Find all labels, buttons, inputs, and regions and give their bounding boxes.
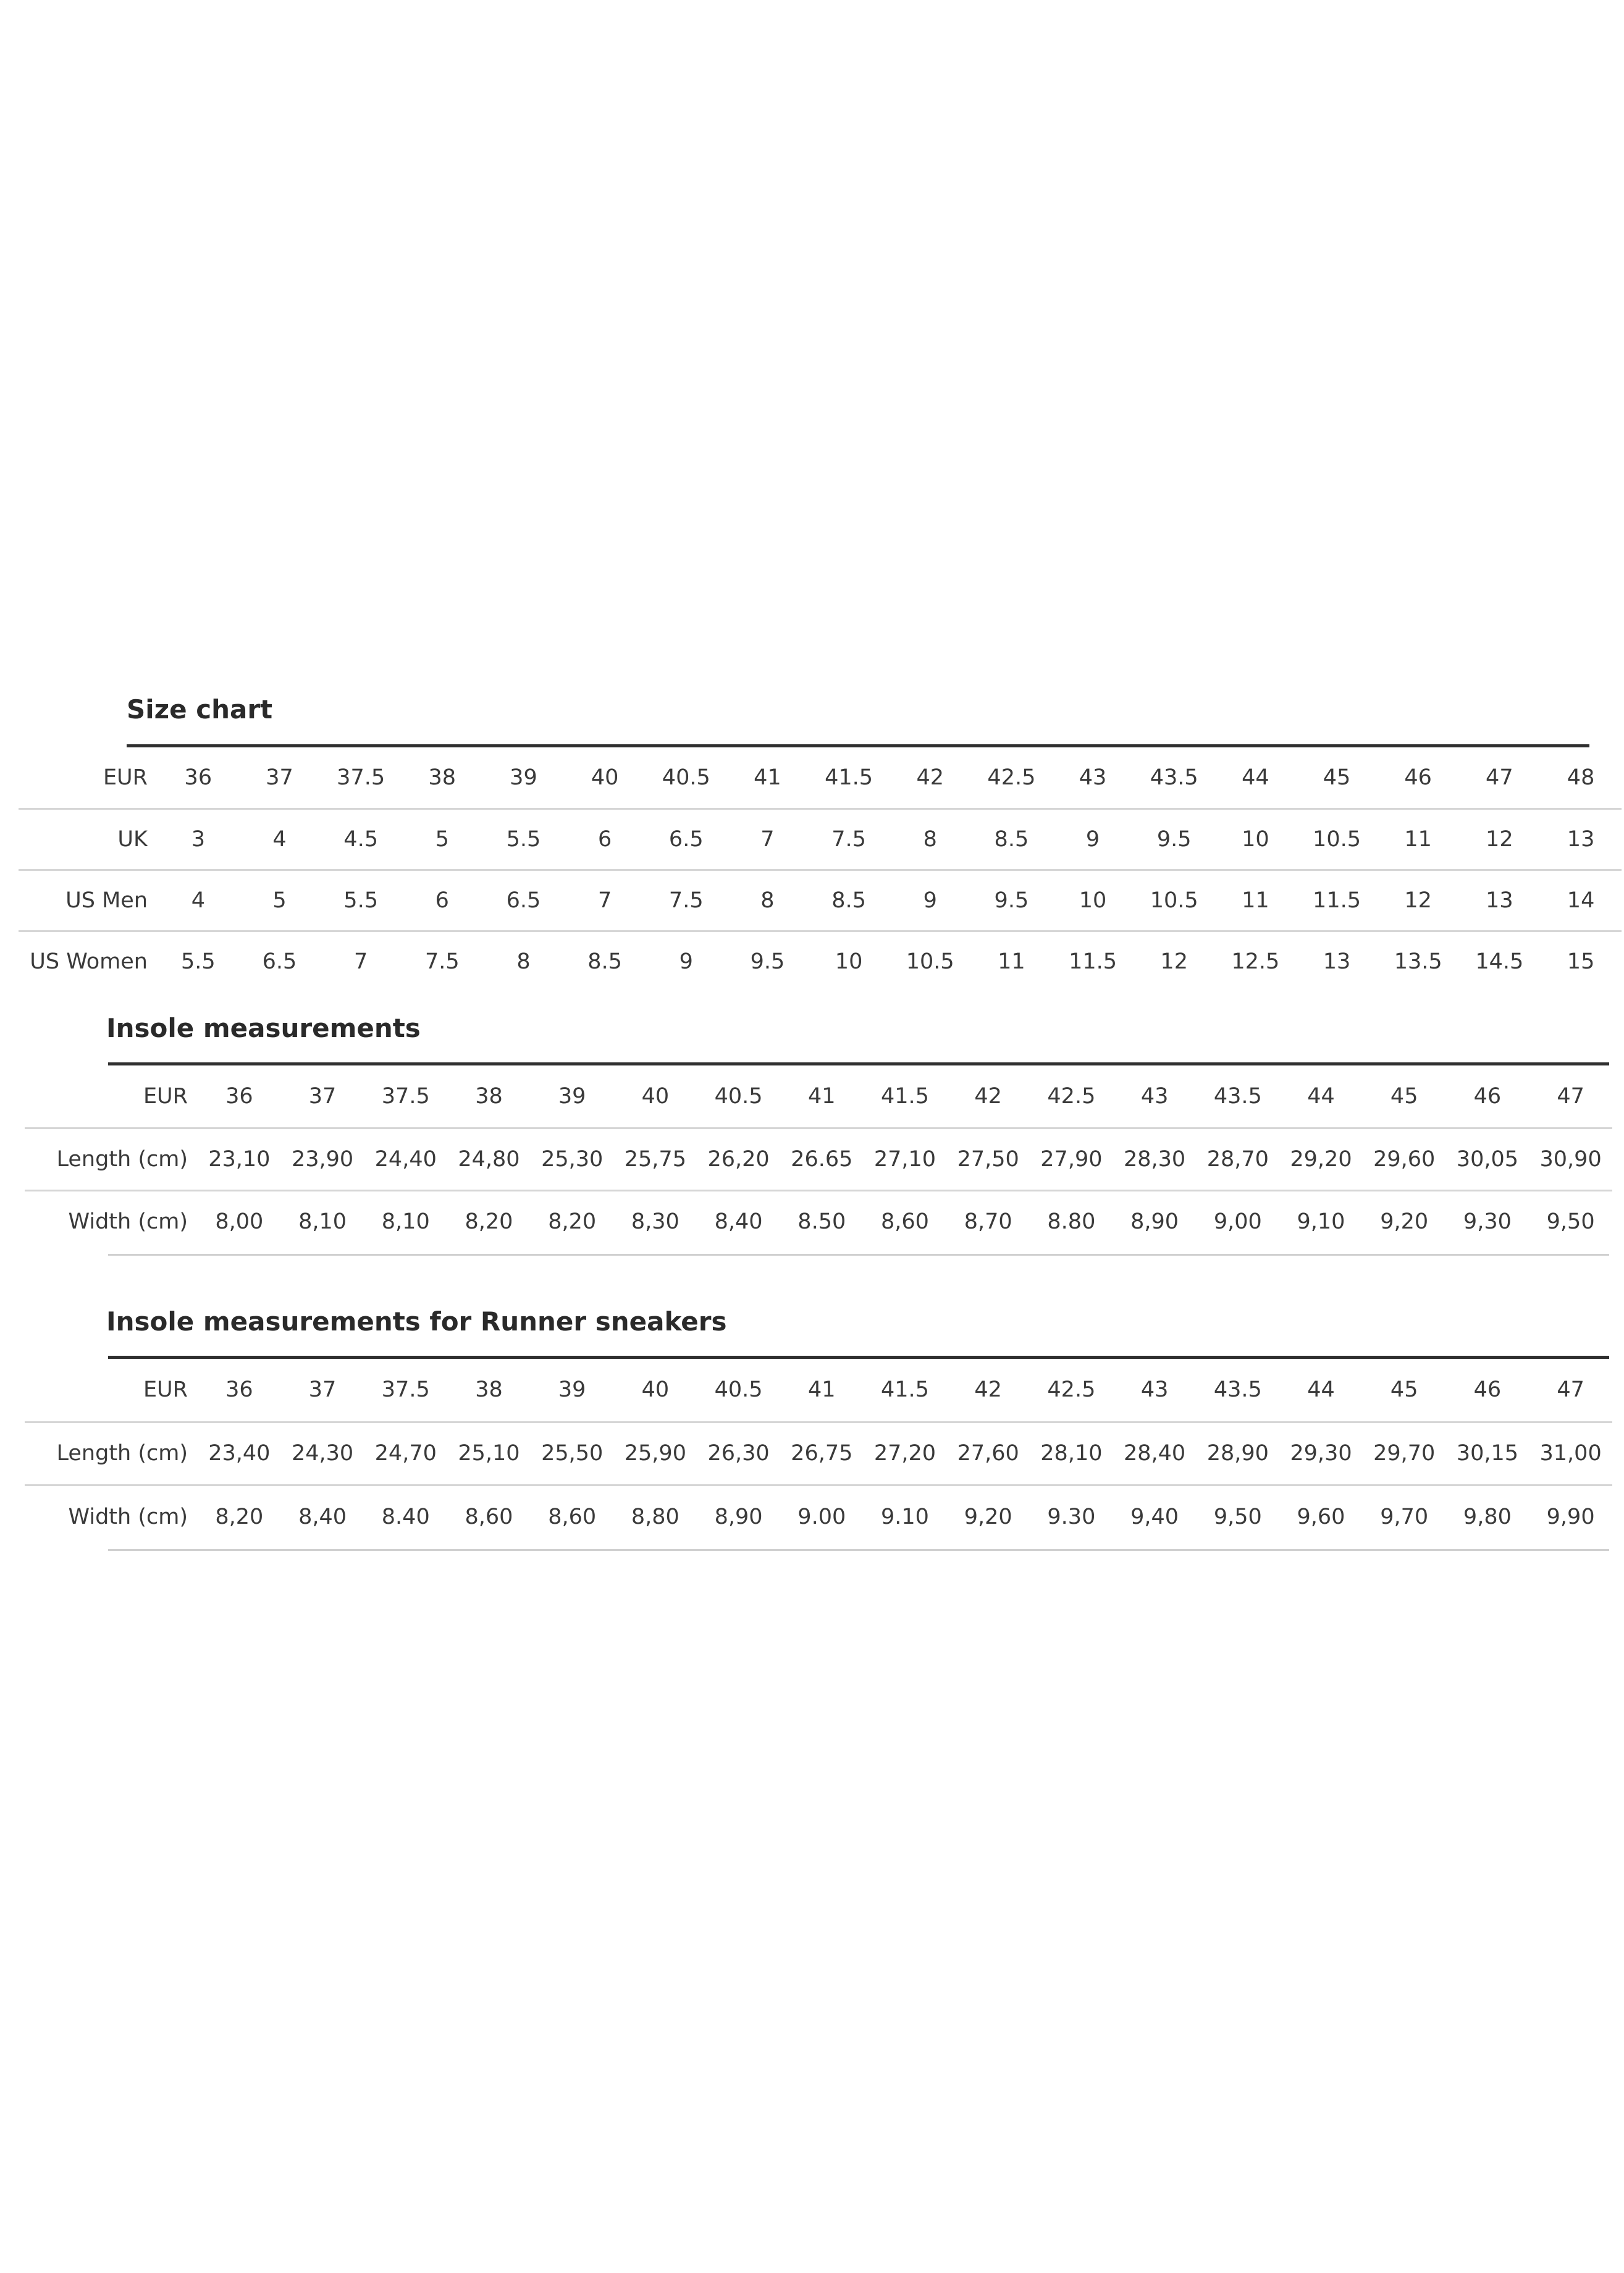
table-cell: 25,10: [447, 1422, 531, 1485]
table-row: [25, 1190, 1612, 1253]
insole-measurements-table: [25, 1065, 1612, 1253]
table-cell: 13: [1323, 949, 1351, 975]
table-cell: 9.5: [1134, 809, 1215, 870]
table-cell: 9.5: [750, 949, 785, 975]
table-cell: 42.5: [971, 747, 1053, 809]
insole-measurements-title: Insole measurements: [106, 1013, 421, 1043]
table-cell: 36: [198, 1359, 281, 1422]
table-cell: 8,90: [714, 1504, 763, 1529]
table-cell: 37.5: [364, 1065, 447, 1128]
table-cell: 6.5: [262, 949, 297, 975]
table-cell: 9,20: [964, 1504, 1012, 1529]
table-cell: 23,40: [198, 1422, 281, 1485]
table-cell: 47: [1529, 1359, 1612, 1422]
table-cell: 27,60: [946, 1422, 1030, 1485]
table-cell: 28,30: [1113, 1128, 1197, 1190]
table-cell: 13: [1459, 870, 1541, 931]
table-cell: 10.5: [1134, 870, 1215, 931]
table-cell: 9.5: [971, 870, 1053, 931]
table-cell: 5.5: [483, 809, 565, 870]
table-cell: 36: [198, 1065, 281, 1128]
table-cell: 41.5: [808, 747, 890, 809]
table-cell: 31,00: [1529, 1422, 1612, 1485]
table-cell: 27,20: [864, 1422, 947, 1485]
row-label: EUR: [25, 1359, 198, 1422]
row-label: Width (cm): [68, 1504, 188, 1529]
table-cell: 30,15: [1446, 1422, 1529, 1485]
table-cell: 11: [1378, 809, 1459, 870]
table-cell: 43.5: [1134, 747, 1215, 809]
table-cell: 28,70: [1196, 1128, 1279, 1190]
table-cell: 7.5: [808, 809, 890, 870]
table-cell: 9,20: [1380, 1209, 1429, 1235]
table-cell: 4: [239, 809, 321, 870]
table-cell: 10.5: [906, 949, 954, 975]
table-cell: 9,70: [1380, 1504, 1429, 1529]
table-cell: 8,70: [964, 1209, 1012, 1235]
table-cell: 40.5: [646, 747, 727, 809]
table-cell: 42.5: [1030, 1359, 1113, 1422]
table-cell: 26,30: [697, 1422, 780, 1485]
insole-bottom-rule: [108, 1254, 1609, 1256]
table-cell: 45: [1296, 747, 1378, 809]
table-cell: 11.5: [1069, 949, 1117, 975]
table-cell: 9,00: [1213, 1209, 1262, 1235]
table-cell: 42: [946, 1065, 1030, 1128]
table-cell: 38: [447, 1359, 531, 1422]
table-cell: 9,80: [1463, 1504, 1512, 1529]
table-cell: 44: [1215, 747, 1297, 809]
table-cell: 9.10: [881, 1504, 929, 1529]
table-cell: 26,20: [697, 1128, 780, 1190]
table-cell: 48: [1540, 747, 1622, 809]
runner-insole-table: [25, 1359, 1612, 1548]
row-label: US Women: [30, 949, 148, 975]
table-cell: 7: [564, 870, 646, 931]
table-cell: 27,10: [864, 1128, 947, 1190]
table-cell: 14: [1540, 870, 1622, 931]
table-cell: 44: [1279, 1359, 1363, 1422]
table-cell: 8,40: [714, 1209, 763, 1235]
table-cell: 37: [281, 1359, 364, 1422]
table-cell: 37.5: [364, 1359, 447, 1422]
table-cell: 40.5: [697, 1359, 780, 1422]
table-cell: 8,20: [548, 1209, 597, 1235]
table-cell: 9,50: [1546, 1209, 1595, 1235]
table-cell: 25,90: [614, 1422, 697, 1485]
table-cell: 28,90: [1196, 1422, 1279, 1485]
table-cell: 11: [998, 949, 1025, 975]
table-cell: 23,90: [281, 1128, 364, 1190]
table-cell: 44: [1279, 1065, 1363, 1128]
table-cell: 9: [1052, 809, 1134, 870]
row-label: EUR: [25, 1065, 198, 1128]
table-cell: 8,00: [215, 1209, 264, 1235]
table-row: [25, 1128, 1612, 1190]
table-cell: 10: [835, 949, 863, 975]
table-cell: 12: [1378, 870, 1459, 931]
table-cell: 13: [1540, 809, 1622, 870]
table-cell: 6: [564, 809, 646, 870]
table-cell: 23,10: [198, 1128, 281, 1190]
table-cell: 4: [158, 870, 239, 931]
table-cell: 24,30: [281, 1422, 364, 1485]
table-cell: 5: [402, 809, 483, 870]
row-label: US Men: [19, 870, 158, 931]
table-cell: 9: [679, 949, 693, 975]
table-cell: 8: [890, 809, 971, 870]
table-cell: 9,90: [1546, 1504, 1595, 1529]
table-cell: 42: [890, 747, 971, 809]
table-cell: 39: [531, 1359, 614, 1422]
table-cell: 12: [1459, 809, 1541, 870]
table-cell: 29,60: [1363, 1128, 1446, 1190]
table-cell: 26,75: [780, 1422, 864, 1485]
table-cell: 8,60: [465, 1504, 513, 1529]
size-chart-title: Size chart: [127, 694, 273, 725]
table-cell: 43: [1052, 747, 1134, 809]
table-cell: 25,30: [531, 1128, 614, 1190]
table-cell: 39: [483, 747, 565, 809]
table-row: [19, 747, 1622, 809]
table-cell: 8.5: [971, 809, 1053, 870]
table-cell: 14.5: [1475, 949, 1524, 975]
table-cell: 43: [1113, 1065, 1197, 1128]
table-cell: 42: [946, 1359, 1030, 1422]
table-cell: 9.00: [797, 1504, 846, 1529]
table-cell: 6.5: [646, 809, 727, 870]
table-row: [25, 1422, 1612, 1485]
table-cell: 5.5: [180, 949, 216, 975]
table-cell: 11: [1215, 870, 1297, 931]
row-label: EUR: [19, 747, 158, 809]
table-cell: 8.40: [381, 1504, 430, 1529]
table-cell: 28,10: [1030, 1422, 1113, 1485]
table-cell: 47: [1529, 1065, 1612, 1128]
row-label: Length (cm): [25, 1128, 198, 1190]
table-cell: 41.5: [864, 1065, 947, 1128]
table-cell: 8,10: [298, 1209, 347, 1235]
table-cell: 43: [1113, 1359, 1197, 1422]
table-cell: 37: [281, 1065, 364, 1128]
table-row: [19, 809, 1622, 870]
row-label: Width (cm): [68, 1209, 188, 1235]
table-cell: 41: [727, 747, 809, 809]
table-cell: 45: [1363, 1065, 1446, 1128]
table-row: [19, 870, 1622, 931]
table-cell: 11.5: [1296, 870, 1378, 931]
size-chart-table: [19, 747, 1622, 992]
table-cell: 8,60: [548, 1504, 597, 1529]
table-cell: 9,40: [1130, 1504, 1179, 1529]
table-cell: 8.5: [808, 870, 890, 931]
table-row: [25, 1359, 1612, 1422]
table-cell: 9,10: [1297, 1209, 1345, 1235]
table-cell: 25,75: [614, 1128, 697, 1190]
table-cell: 40: [564, 747, 646, 809]
table-cell: 13.5: [1394, 949, 1442, 975]
table-cell: 8.5: [587, 949, 622, 975]
table-cell: 45: [1363, 1359, 1446, 1422]
table-cell: 6: [402, 870, 483, 931]
table-cell: 47: [1459, 747, 1541, 809]
table-cell: 9: [890, 870, 971, 931]
table-cell: 8,80: [631, 1504, 679, 1529]
table-cell: 24,70: [364, 1422, 447, 1485]
table-cell: 6.5: [483, 870, 565, 931]
table-cell: 10: [1052, 870, 1134, 931]
table-cell: 27,90: [1030, 1128, 1113, 1190]
table-row: [25, 1485, 1612, 1548]
table-cell: 43.5: [1196, 1359, 1279, 1422]
table-cell: 7: [727, 809, 809, 870]
table-cell: 7.5: [646, 870, 727, 931]
table-cell: 15: [1567, 949, 1595, 975]
table-cell: 38: [447, 1065, 531, 1128]
table-cell: 29,30: [1279, 1422, 1363, 1485]
table-cell: 46: [1446, 1065, 1529, 1128]
table-cell: 29,70: [1363, 1422, 1446, 1485]
table-cell: 46: [1378, 747, 1459, 809]
table-cell: 5: [239, 870, 321, 931]
table-cell: 40: [614, 1065, 697, 1128]
table-cell: 40: [614, 1359, 697, 1422]
table-row: [25, 1065, 1612, 1128]
table-cell: 8: [727, 870, 809, 931]
table-cell: 8,90: [1130, 1209, 1179, 1235]
table-cell: 9,60: [1297, 1504, 1345, 1529]
table-cell: 26.65: [780, 1128, 864, 1190]
table-cell: 41: [780, 1359, 864, 1422]
row-label: Length (cm): [25, 1422, 198, 1485]
table-cell: 37.5: [320, 747, 402, 809]
table-cell: 10: [1215, 809, 1297, 870]
runner-insole-bottom-rule: [108, 1549, 1609, 1551]
table-cell: 40.5: [697, 1065, 780, 1128]
table-cell: 8,30: [631, 1209, 679, 1235]
table-cell: 8.50: [797, 1209, 846, 1235]
table-cell: 30,90: [1529, 1128, 1612, 1190]
table-cell: 8.80: [1047, 1209, 1096, 1235]
table-cell: 8,60: [881, 1209, 929, 1235]
table-cell: 24,80: [447, 1128, 531, 1190]
table-cell: 24,40: [364, 1128, 447, 1190]
table-cell: 28,40: [1113, 1422, 1197, 1485]
table-cell: 38: [402, 747, 483, 809]
table-cell: 8,40: [298, 1504, 347, 1529]
table-cell: 39: [531, 1065, 614, 1128]
table-cell: 30,05: [1446, 1128, 1529, 1190]
table-cell: 36: [158, 747, 239, 809]
table-cell: 7.5: [424, 949, 460, 975]
table-cell: 4.5: [320, 809, 402, 870]
table-cell: 10.5: [1296, 809, 1378, 870]
runner-insole-title: Insole measurements for Runner sneakers: [106, 1306, 727, 1337]
table-cell: 41: [780, 1065, 864, 1128]
table-cell: 8,20: [215, 1504, 264, 1529]
table-cell: 12: [1160, 949, 1188, 975]
table-cell: 8,20: [465, 1209, 513, 1235]
table-cell: 8,10: [381, 1209, 430, 1235]
table-cell: 46: [1446, 1359, 1529, 1422]
table-cell: 29,20: [1279, 1128, 1363, 1190]
row-label: UK: [19, 809, 158, 870]
table-cell: 3: [158, 809, 239, 870]
table-cell: 9,50: [1213, 1504, 1262, 1529]
table-row: [19, 931, 1622, 992]
table-cell: 5.5: [320, 870, 402, 931]
table-cell: 37: [239, 747, 321, 809]
table-cell: 9.30: [1047, 1504, 1096, 1529]
table-cell: 42.5: [1030, 1065, 1113, 1128]
table-cell: 43.5: [1196, 1065, 1279, 1128]
table-cell: 9,30: [1463, 1209, 1512, 1235]
table-cell: 8: [516, 949, 531, 975]
table-cell: 27,50: [946, 1128, 1030, 1190]
table-cell: 12.5: [1231, 949, 1280, 975]
table-cell: 41.5: [864, 1359, 947, 1422]
table-cell: 25,50: [531, 1422, 614, 1485]
table-cell: 7: [354, 949, 368, 975]
